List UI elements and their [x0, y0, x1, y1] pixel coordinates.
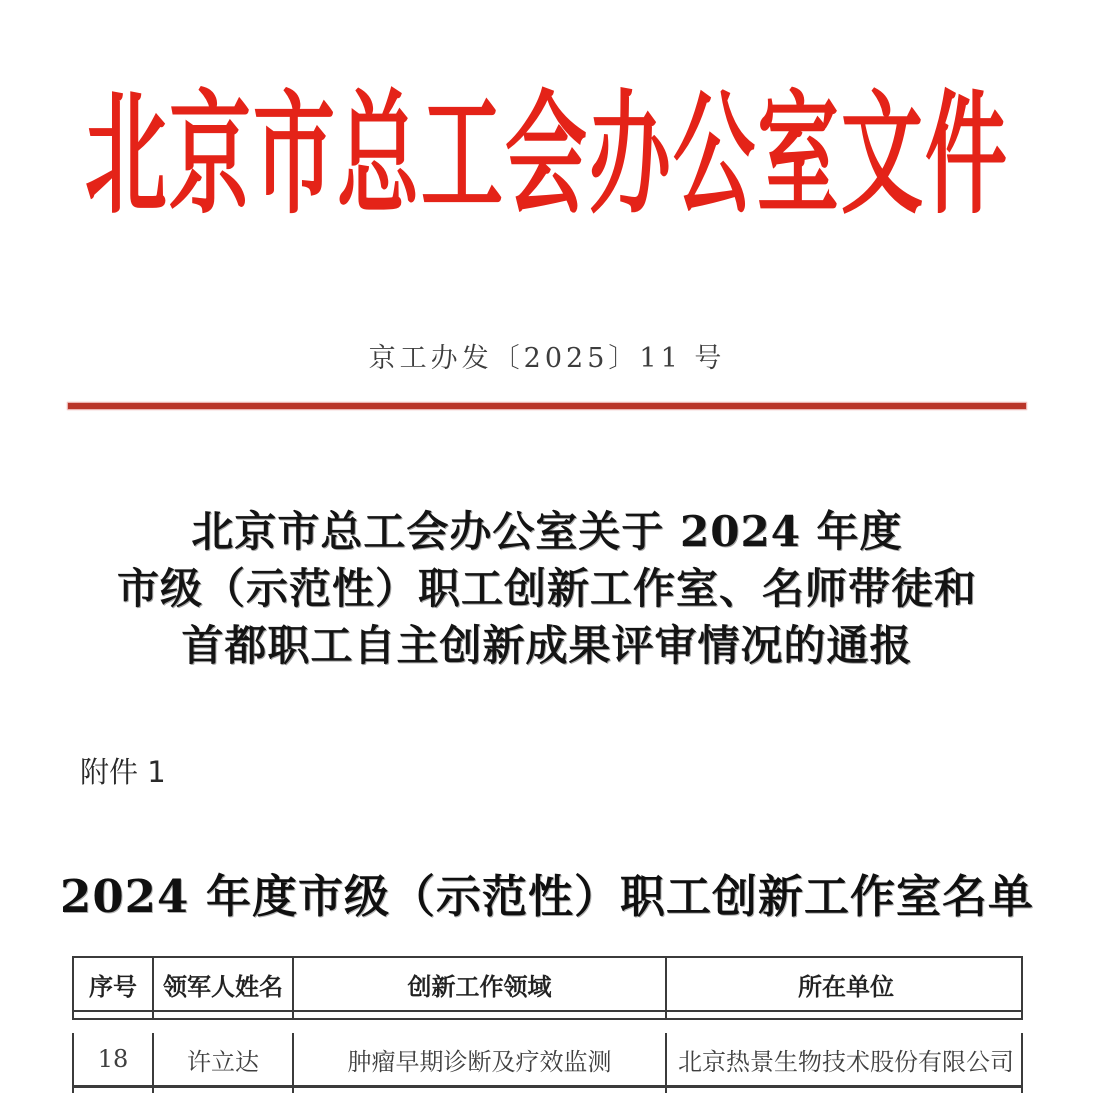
masthead-title: 北京市总工会办公室文件: [84, 77, 1009, 234]
table-row-fragment-bottom: [72, 1088, 1023, 1093]
header-cell-leader: 领军人姓名: [152, 958, 292, 1010]
header-cell-seq: 序号: [89, 972, 137, 1001]
table-row: [72, 1033, 1023, 1088]
red-divider-rule: [68, 403, 1026, 409]
header-cell-field: 创新工作领域: [292, 958, 665, 1010]
document-title: [0, 503, 1094, 674]
screenshot-stitch-gap: [72, 1020, 1023, 1033]
row-cell-field: 肿瘤早期诊断及疗效监测: [292, 1033, 665, 1085]
row-cell-leader: 许立达: [152, 1033, 292, 1085]
document-title-line-1: 北京市总工会办公室关于 2024 年度: [191, 507, 903, 556]
table-section-title: 2024 年度市级（示范性）职工创新工作室名单: [60, 870, 1034, 923]
document-title-line-3: 首都职工自主创新成果评审情况的通报: [181, 621, 913, 670]
row-cell-seq: 18: [97, 1045, 129, 1073]
table-header-row: [72, 956, 1023, 1012]
document-title-line-2: 市级（示范性）职工创新工作室、名师带徒和: [116, 564, 977, 613]
table-row-fragment-top: [72, 1012, 1023, 1020]
document-number: 京工办发〔2025〕11 号: [368, 343, 726, 374]
row-cell-unit: 北京热景生物技术股份有限公司: [665, 1033, 1025, 1085]
attachment-label: 附件 1: [80, 755, 166, 789]
header-cell-unit: 所在单位: [665, 958, 1025, 1010]
workshop-table: [72, 956, 1023, 1093]
